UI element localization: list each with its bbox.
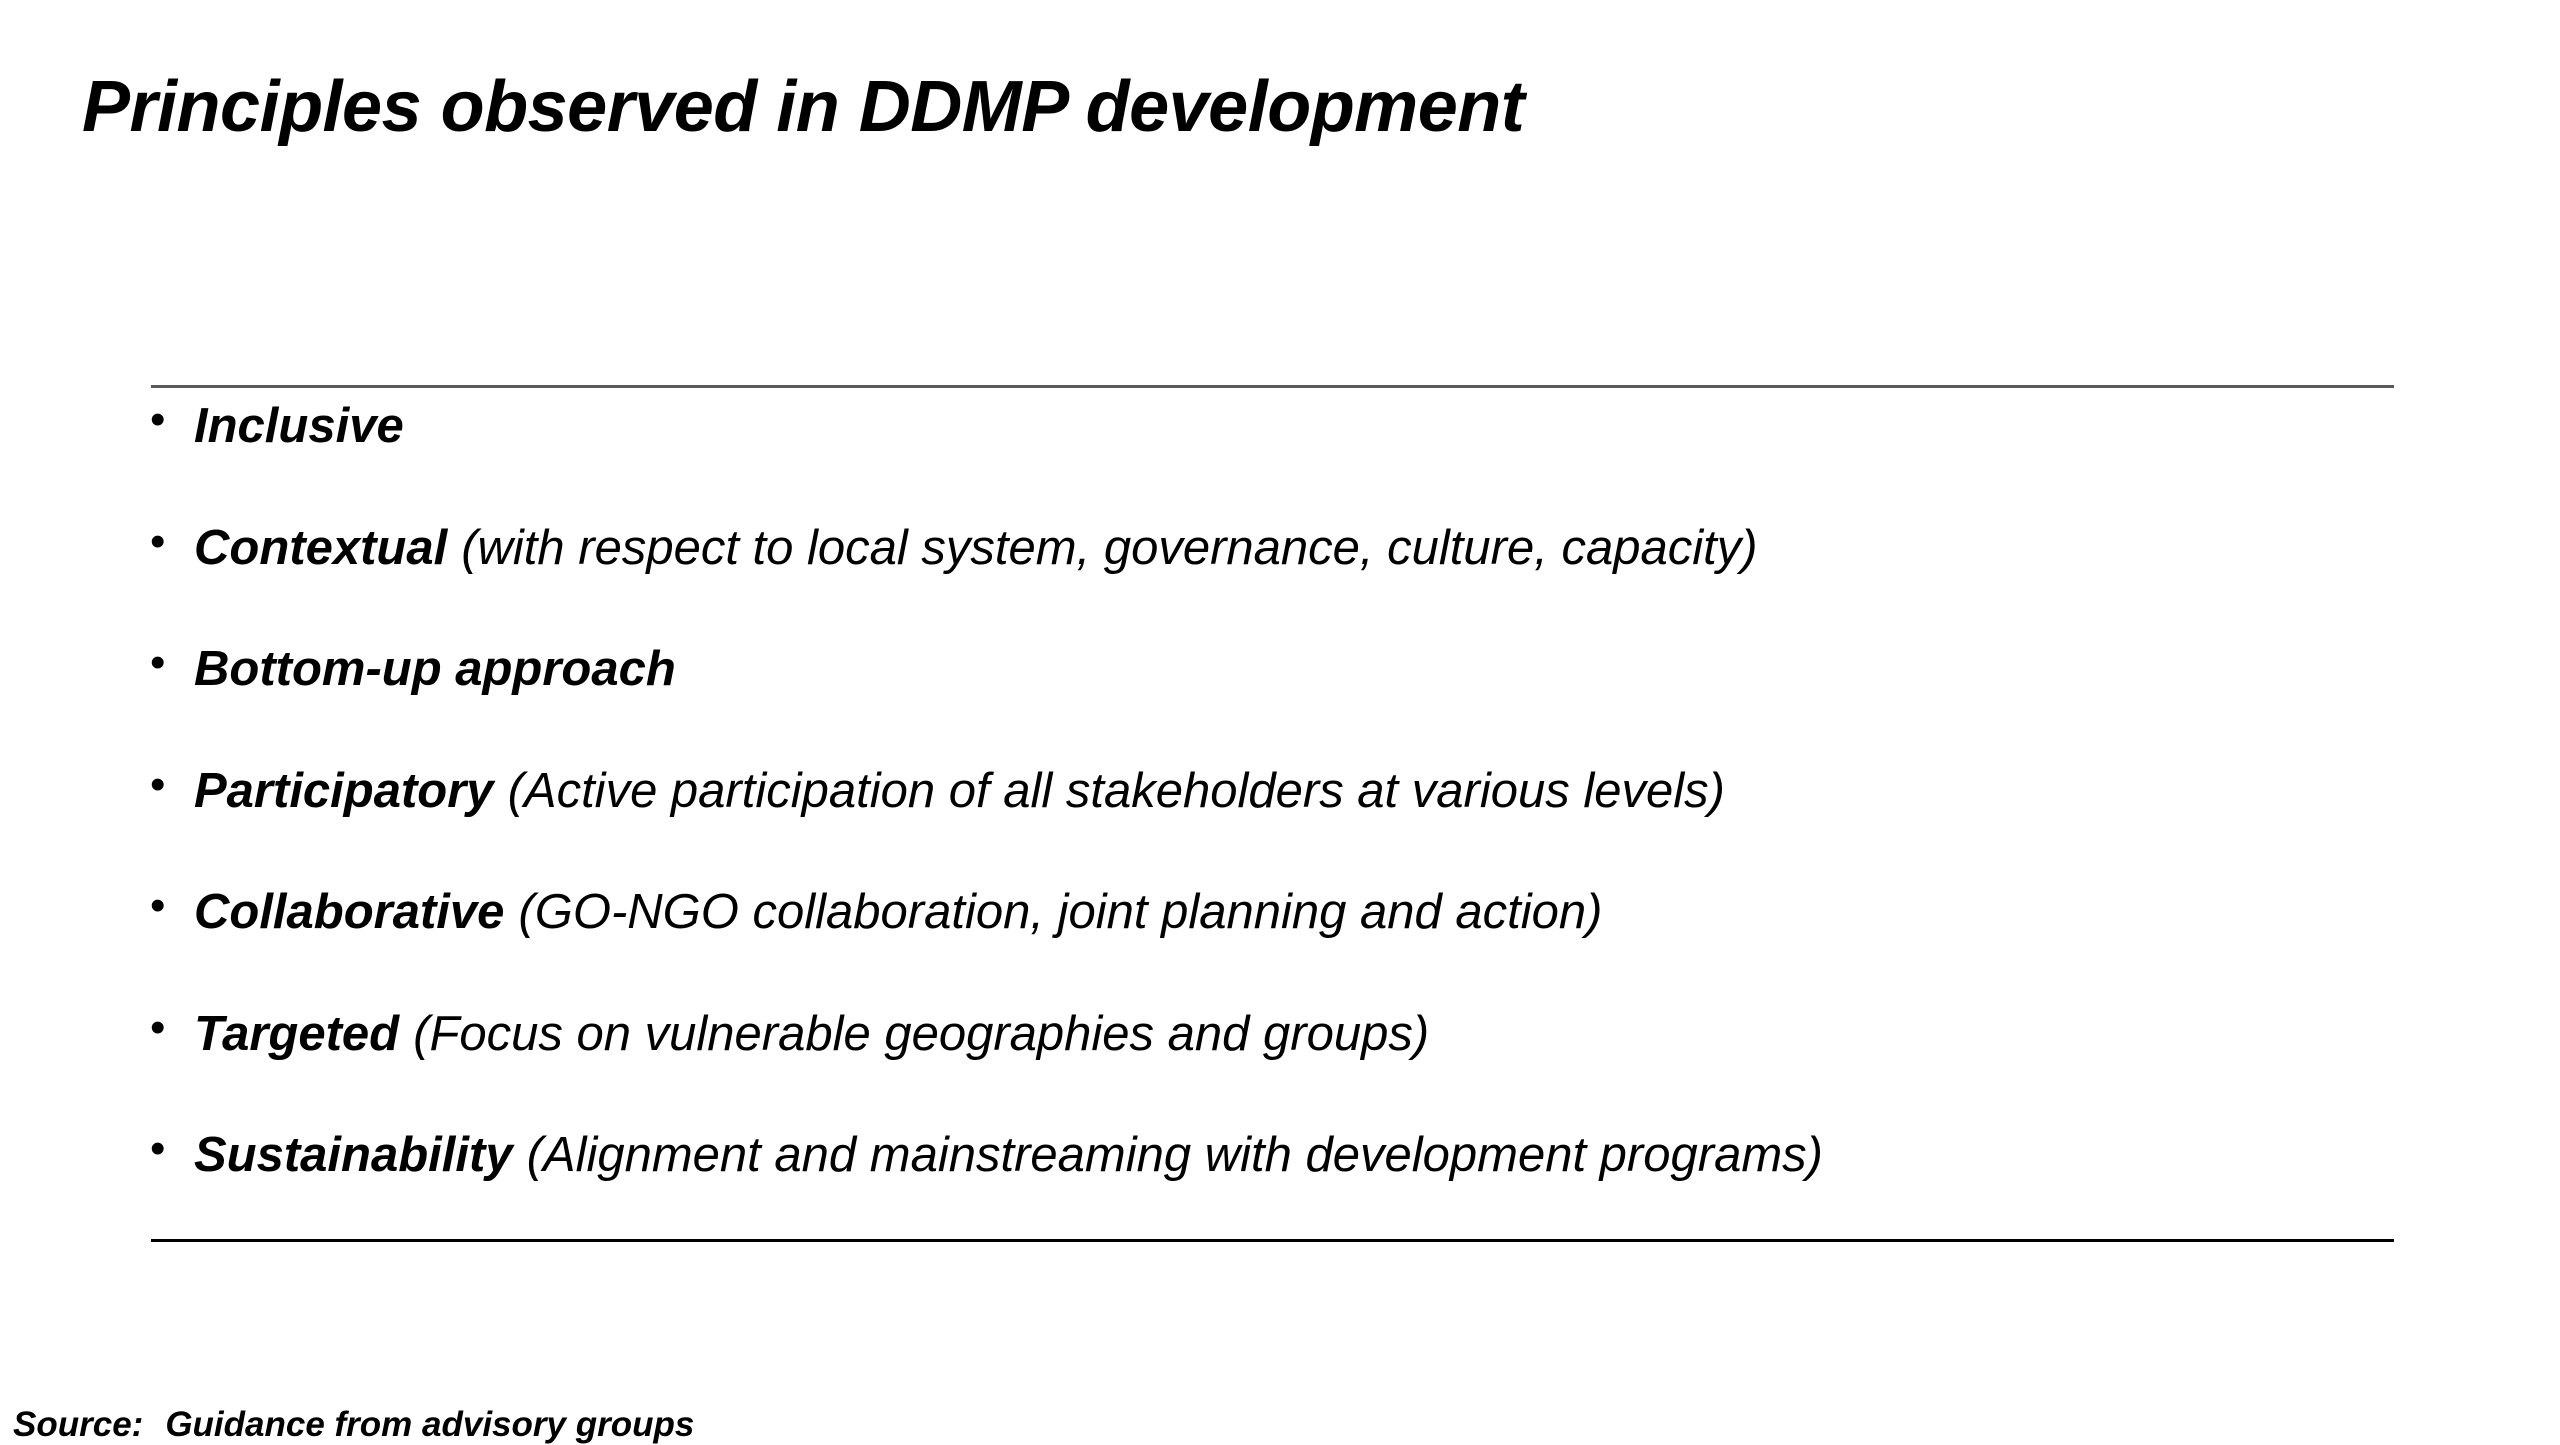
principle-description: (with respect to local system, governance, culture, capacity): [461, 520, 1758, 575]
principle-term: Targeted: [194, 1006, 400, 1061]
principles-list: [150, 386, 2390, 1249]
principle-item-bottom-up: [150, 638, 2390, 763]
principle-item-targeted: [150, 1002, 2390, 1128]
bullet-icon: •: [150, 395, 166, 444]
principle-term: Contextual: [194, 520, 448, 575]
principle-item-contextual: [150, 516, 2390, 642]
principle-description: (GO-NGO collaboration, joint planning and action): [518, 885, 1603, 939]
principle-item-collaborative: [150, 881, 2390, 1006]
bullet-icon: •: [150, 1002, 166, 1052]
principle-term: Inclusive: [194, 399, 404, 453]
principle-description: (Active participation of all stakeholders at various levels): [507, 763, 1725, 818]
slide-title: Principles observed in DDMP development: [82, 67, 1525, 147]
source-label: Source:: [13, 1405, 144, 1444]
source-footnote: [13, 1405, 694, 1445]
bullet-icon: •: [150, 638, 166, 687]
principle-term: Collaborative: [194, 885, 505, 939]
bullet-icon: •: [150, 1124, 166, 1173]
bullet-icon: •: [150, 759, 166, 809]
bullet-icon: •: [150, 516, 166, 566]
principle-term: Participatory: [194, 763, 494, 818]
principle-term: Sustainability: [194, 1128, 513, 1182]
principle-description: (Alignment and mainstreaming with development programs): [526, 1128, 1823, 1182]
principle-item-participatory: [150, 759, 2390, 885]
principle-item-inclusive: [150, 386, 2390, 520]
bullet-icon: •: [150, 881, 166, 930]
principle-term: Bottom-up approach: [194, 642, 676, 696]
principle-description: (Focus on vulnerable geographies and groups): [413, 1006, 1430, 1061]
source-text: Guidance from advisory groups: [165, 1405, 695, 1444]
principle-item-sustainability: [150, 1124, 2390, 1249]
bottom-divider: [151, 1239, 2394, 1242]
